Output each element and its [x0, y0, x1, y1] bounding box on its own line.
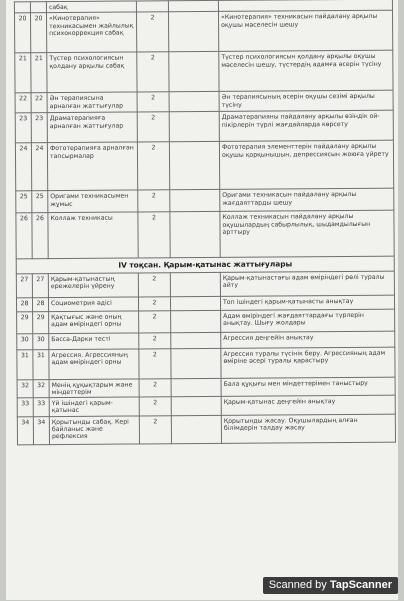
lesson-date: [169, 92, 219, 112]
lesson-hours: [136, 1, 168, 13]
lesson-index: 30: [33, 333, 49, 349]
lesson-index: 25: [32, 191, 48, 213]
table-row: [15, 90, 393, 113]
table-row: [15, 50, 393, 93]
lesson-date: [171, 397, 221, 416]
lesson-date: [171, 415, 221, 443]
lesson-number: 32: [17, 379, 33, 398]
curriculum-table: [14, 0, 396, 445]
table-row: [16, 188, 394, 213]
lesson-hours: 2: [136, 12, 168, 52]
document-page: [6, 0, 398, 600]
lesson-date: [168, 0, 218, 12]
lesson-note: Топ ішіндегі қарым-қатынасты анықтау: [220, 295, 394, 310]
lesson-index: 24: [31, 143, 47, 191]
lesson-topic: Коллаж техникасы: [48, 212, 138, 259]
lesson-topic: Социометрия әдісі: [48, 297, 138, 312]
lesson-index: 27: [32, 273, 48, 297]
lesson-index: 32: [33, 379, 49, 398]
lesson-date: [171, 348, 221, 378]
lesson-note: Қорытынды жасау. Оқушылардың алған білімдерін талдау жасау: [221, 414, 395, 443]
lesson-number: 31: [17, 349, 33, 379]
lesson-number: 21: [15, 53, 31, 93]
lesson-number: 25: [16, 191, 32, 213]
lesson-index: 31: [33, 349, 49, 379]
lesson-hours: 2: [138, 296, 170, 310]
table-row: [14, 10, 392, 53]
lesson-topic: Ән терапиясына арналған жаттығулар: [47, 92, 137, 113]
lesson-note: Агрессия деңгейін анықтау: [221, 331, 395, 348]
lesson-topic: «Кинотерапия» техникасымен жайлылық психокоррекция сабақ: [46, 12, 136, 53]
lesson-hours: 2: [139, 416, 171, 444]
lesson-date: [170, 212, 220, 258]
lesson-hours: 2: [138, 190, 170, 212]
lesson-index: 34: [33, 416, 49, 444]
table-row: [15, 140, 393, 191]
lesson-topic: сабақ: [46, 1, 136, 13]
table-row: [17, 414, 395, 445]
lesson-number: 33: [17, 398, 33, 417]
lesson-index: [30, 2, 46, 13]
lesson-number: 30: [17, 333, 33, 349]
lesson-topic: Түстер психологиясын қолдану арқылы сабақ: [47, 52, 137, 93]
scanner-watermark: [263, 577, 398, 594]
table-row: [16, 271, 394, 298]
table-row: [16, 210, 394, 259]
lesson-date: [168, 12, 218, 52]
lesson-number: [14, 2, 30, 13]
lesson-hours: 2: [137, 52, 169, 92]
lesson-index: 26: [32, 213, 48, 259]
lesson-topic: Менің құқықтарым және міндеттерім: [49, 379, 139, 398]
table-row: [17, 309, 395, 334]
lesson-note: Ән терапиясының әсерін оқушы сезімі арқылы түсіну: [219, 90, 393, 111]
lesson-hours: 2: [139, 348, 171, 378]
lesson-topic: Драматерапияға арналған жаттығулар: [47, 112, 137, 143]
lesson-date: [171, 332, 221, 348]
lesson-note: Фототерапия элементтерін пайдалану арқылы оқушы қорқынышын, депрессиясын жоюға үйрету: [219, 140, 393, 189]
lesson-number: 27: [16, 273, 32, 297]
lesson-number: 22: [15, 93, 31, 113]
lesson-note: Драматерапияны пайдалану арқылы өзіндік ой-пікірлерін түрлі жағдайларда көрсету: [219, 110, 393, 141]
lesson-number: 23: [15, 113, 31, 143]
lesson-index: 29: [33, 311, 49, 333]
lesson-note: Коллаж техникасын пайдалану арқылы оқушылардың сабырлылық, шыдамдылығын арттыру: [220, 210, 394, 257]
lesson-hours: 2: [139, 378, 171, 397]
lesson-topic: Басса-Дарки тесті: [49, 333, 139, 350]
lesson-index: 20: [30, 13, 46, 53]
lesson-topic: Үй ішіндегі қарым-қатынас: [49, 397, 139, 416]
lesson-date: [170, 190, 220, 212]
lesson-note: Агрессия туралы түсінік беру. Агрессияның адам өміріне әсері туралы қарастыру: [221, 347, 395, 378]
lesson-number: 29: [17, 311, 33, 333]
lesson-note: «Кинотерапия» техникасын пайдалану арқылы оқушы мәселесін шешу: [218, 10, 392, 51]
lesson-index: 23: [31, 113, 47, 143]
lesson-index: 33: [33, 398, 49, 417]
lesson-topic: Оригами техникасымен жұмыс: [48, 190, 138, 213]
lesson-index: 22: [31, 93, 47, 113]
lesson-date: [170, 272, 220, 296]
lesson-date: [171, 378, 221, 397]
lesson-number: 24: [15, 143, 31, 191]
lesson-topic: Агрессия. Агрессияның адам өміріндегі орны: [49, 349, 139, 380]
lesson-hours: 2: [137, 142, 169, 190]
lesson-number: 28: [16, 297, 32, 311]
lesson-date: [169, 112, 219, 142]
lesson-note: Оригами техникасын пайдалану арқылы жағдаяттарды шешу: [220, 188, 394, 211]
lesson-topic: Қорытынды сабақ. Кері байланыс және рефлексия: [49, 416, 139, 445]
lesson-date: [169, 52, 219, 92]
lesson-index: 28: [32, 297, 48, 311]
lesson-index: 21: [31, 53, 47, 93]
lesson-number: 34: [17, 416, 33, 444]
lesson-note: Қарым-қатынастағы адам өміріндегі рөлі туралы айту: [220, 271, 394, 296]
lesson-note: Адам өміріндегі жағдаяттардағы түрлерін анықтау. Шығу жолдары: [221, 309, 395, 332]
lesson-hours: 2: [139, 310, 171, 332]
lesson-number: 26: [16, 213, 32, 259]
watermark-brand: TapScanner: [329, 579, 392, 591]
lesson-topic: Қақтығыс және оның адам өміріндегі орны: [49, 311, 139, 334]
lesson-note: Бала құқығы мен міндеттерімен таныстыру: [221, 377, 395, 397]
lesson-hours: 2: [137, 92, 169, 112]
lesson-hours: 2: [138, 212, 170, 258]
lesson-date: [169, 142, 219, 190]
lesson-note: Қарым-қатынас деңгейін анықтау: [221, 395, 395, 415]
section-title: IV тоқсан. Қарым-қатынас жаттығулары: [16, 256, 394, 273]
lesson-hours: 2: [139, 332, 171, 348]
lesson-topic: Қарым-қатынастың ережелерін үйрену: [48, 273, 138, 298]
lesson-date: [171, 310, 221, 332]
watermark-prefix: Scanned by: [268, 579, 330, 591]
lesson-hours: 2: [138, 272, 170, 296]
table-row: [15, 110, 393, 143]
table-row: [17, 347, 395, 380]
lesson-hours: 2: [139, 397, 171, 416]
lesson-number: 20: [14, 13, 30, 53]
lesson-note: Түстер психологиясын қолдану арқылы оқушы мәселесін шешу, түстердің адамға әсерін түсіну: [219, 50, 393, 91]
lesson-date: [170, 296, 220, 310]
lesson-topic: Фототерапияға арналған тапсырмалар: [47, 142, 137, 191]
lesson-hours: 2: [137, 112, 169, 142]
